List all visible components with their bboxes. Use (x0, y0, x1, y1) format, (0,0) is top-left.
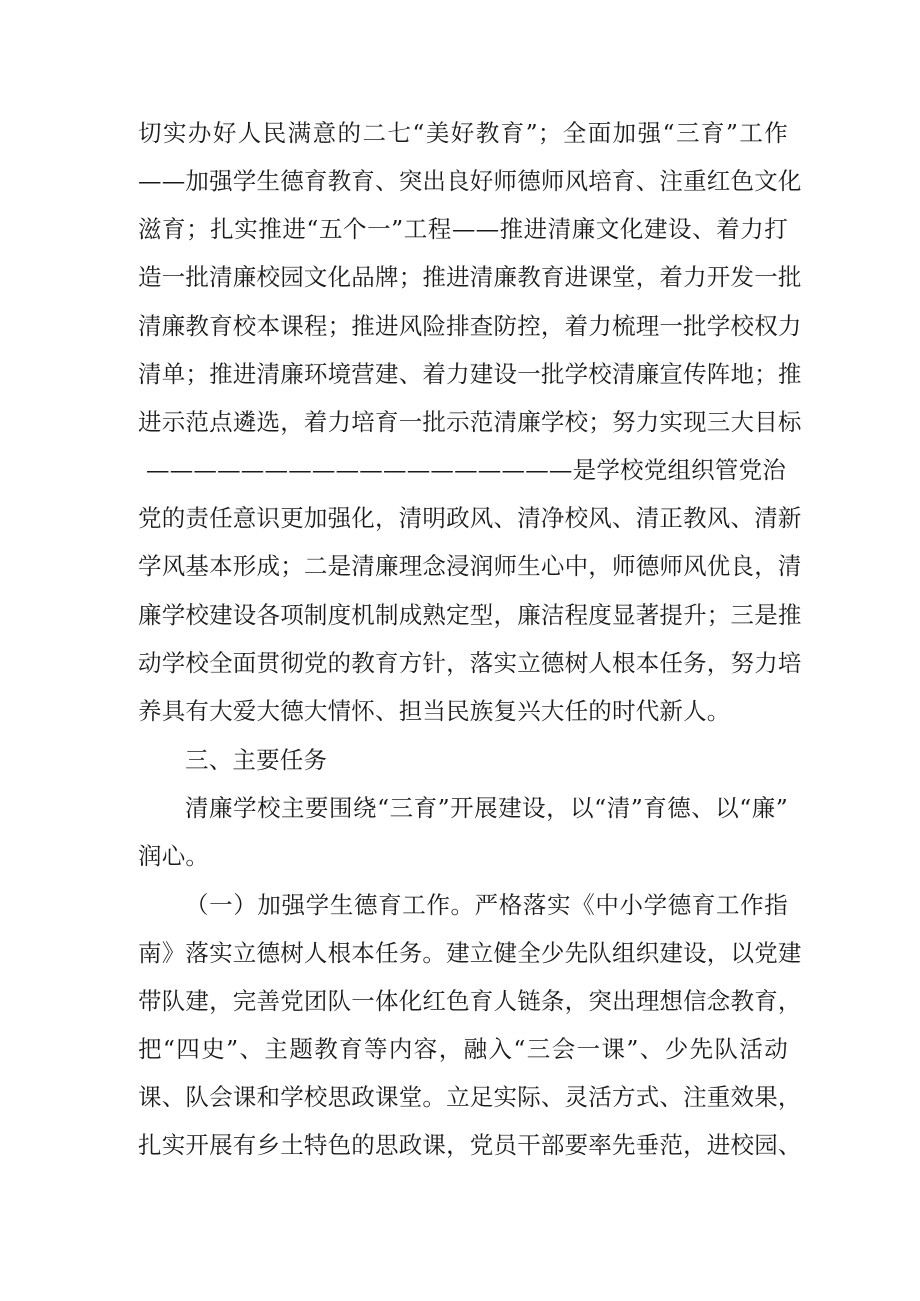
paragraph-line: 党的责任意识更加强化，清明政风、清净校风、清正教风、清新 (138, 504, 802, 532)
paragraph-line: 养具有大爱大德大情怀、担当民族复兴大任的时代新人。 (138, 697, 731, 725)
dash-separator-line: ——————————————————是学校党组织管党治 (146, 456, 786, 484)
paragraph-line: 造一批清廉校园文化品牌；推进清廉教育进课堂，着力开发一批 (138, 263, 802, 291)
paragraph-line: 润心。 (138, 842, 210, 870)
section-heading: 三、主要任务 (185, 746, 328, 774)
paragraph-line: 南》落实立德树人根本任务。建立健全少先队组织建设，以党建 (138, 939, 802, 967)
paragraph-line: 学风基本形成；二是清廉理念浸润师生心中，师德师风优良，清 (138, 552, 802, 580)
paragraph-line: 清廉学校主要围绕“三育”开展建设，以“清”育德、以“廉” (185, 794, 788, 822)
paragraph-line: （一）加强学生德育工作。严格落实《中小学德育工作指 (185, 891, 788, 919)
paragraph-line: 带队建，完善党团队一体化红色育人链条，突出理想信念教育， (138, 987, 802, 1015)
paragraph-line: 进示范点遴选，着力培育一批示范清廉学校；努力实现三大目标 (138, 408, 802, 436)
paragraph-line: 滋育；扎实推进“五个一”工程——推进清廉文化建设、着力打 (138, 215, 788, 243)
paragraph-line: 清单；推进清廉环境营建、着力建设一批学校清廉宣传阵地；推 (138, 360, 802, 388)
paragraph-line: 课、队会课和学校思政课堂。立足实际、灵活方式、注重效果， (138, 1083, 802, 1111)
paragraph-line: 清廉教育校本课程；推进风险排查防控，着力梳理一批学校权力 (138, 312, 802, 340)
paragraph-line: 廉学校建设各项制度机制成熟定型，廉洁程度显著提升；三是推 (138, 601, 802, 629)
paragraph-line: 切实办好人民满意的二七“美好教育”；全面加强“三育”工作 (138, 119, 788, 147)
paragraph-line: 扎实开展有乡土特色的思政课，党员干部要率先垂范，进校园、 (138, 1131, 802, 1159)
paragraph-line: 把“四史”、主题教育等内容，融入“三会一课”、少先队活动 (138, 1035, 788, 1063)
paragraph-line: 动学校全面贯彻党的教育方针，落实立德树人根本任务，努力培 (138, 649, 802, 677)
paragraph-line: ——加强学生德育教育、突出良好师德师风培育、注重红色文化 (138, 167, 802, 195)
